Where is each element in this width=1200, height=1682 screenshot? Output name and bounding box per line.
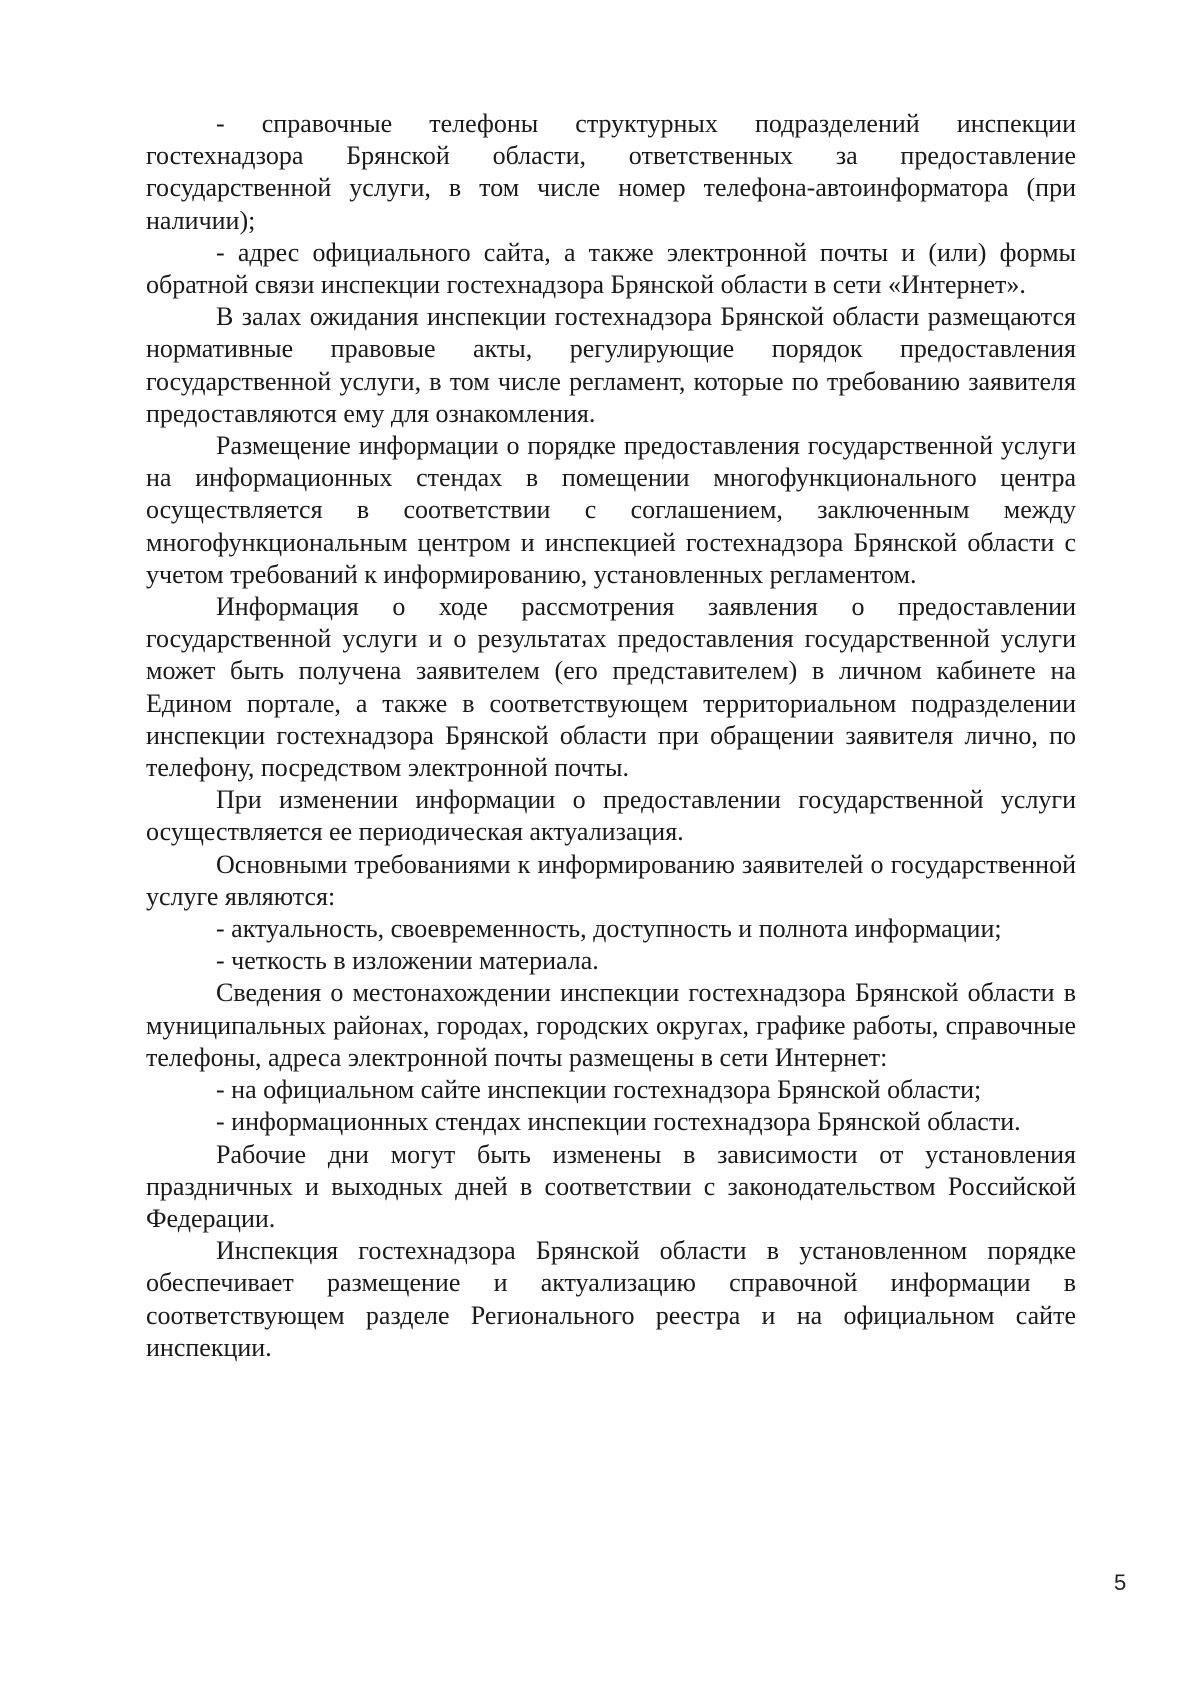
paragraph-info-stands: - информационных стендах инспекции гостехнадзора Брянской области. (216, 1107, 1021, 1137)
paragraph-location-info: Сведения о местонахождении инспекции гостехнадзора Брянской области в муниципальных районах, городах, городских округах, графике работы, справочные телефоны, адреса электронной почты размещены в сети Интернет: (146, 978, 1076, 1072)
paragraph-info-stands-mfc: Размещение информации о порядке предоставления государственной услуги на информационных стендах в помещении многофункционального центра осуществляется в соответствии с соглашением, заключенным между многофункциональным центром и инспекцией гостехнадзора Брянской области с учетом требований к информированию, установленных регламентом. (146, 431, 1076, 589)
paragraph-actualization: При изменении информации о предоставлении государственной услуги осуществляется ее периодическая актуализация. (146, 785, 1076, 847)
paragraph-official-site: - на официальном сайте инспекции гостехнадзора Брянской области; (216, 1075, 982, 1105)
paragraph-main-requirements: Основными требованиями к информированию заявителей о государственной услуге являются: (146, 849, 1076, 911)
paragraph-website-address: - адрес официального сайта, а также электронной почты и (или) формы обратной связи инспекции гостехнадзора Брянской области в сети «Интернет». (146, 237, 1076, 300)
paragraph-requirement-relevance: - актуальность, своевременность, доступность и полнота информации; (216, 914, 1002, 944)
document-body (146, 108, 1076, 1364)
paragraph-working-days: Рабочие дни могут быть изменены в зависимости от установления праздничных и выходных дней в соответствии с законодательством Российской Федерации. (146, 1139, 1076, 1233)
paragraph-requirement-clarity: - четкость в изложении материала. (216, 946, 599, 976)
paragraph-application-progress: Информация о ходе рассмотрения заявления о предоставлении государственной услуги и о результатах предоставления государственной услуги может быть получена заявителем (его представителем) в личном кабинете на Едином портале, а также в соответствующем территориальном подразделении инспекции гостехнадзора Брянской области при обращении заявителя лично, по телефону, посредством электронной почты. (146, 592, 1076, 783)
page-number: 5 (1114, 1570, 1127, 1595)
paragraph-registry-placement: Инспекция гостехнадзора Брянской области в установленном порядке обеспечивает размещение и актуализацию справочной информации в соответствующем разделе Регионального реестра и на официальном сайте инспекции. (146, 1236, 1076, 1362)
paragraph-waiting-halls: В залах ожидания инспекции гостехнадзора Брянской области размещаются нормативные правовые акты, регулирующие порядок предоставления государственной услуги, в том числе регламент, которые по требованию заявителя предоставляются ему для ознакомления. (146, 302, 1076, 428)
paragraph-reference-phones: - справочные телефоны структурных подразделений инспекции гостехнадзора Брянской области, ответственных за предоставление государственной услуги, в том числе номер телефона-автоинформатора (при наличии); (146, 109, 1076, 235)
